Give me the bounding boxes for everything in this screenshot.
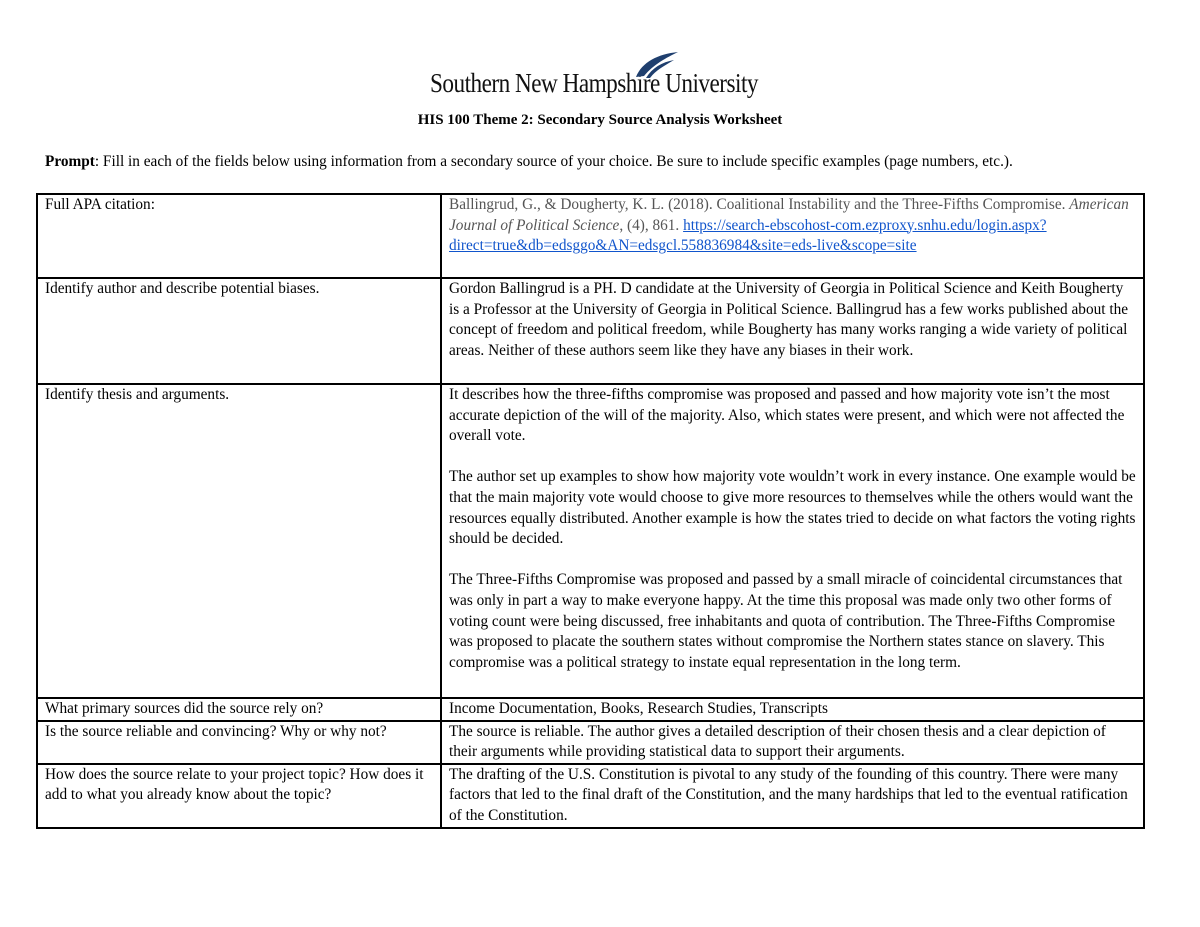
table-row	[37, 384, 1144, 698]
answer-cell: Income Documentation, Books, Research Studies, Transcripts	[441, 698, 1144, 721]
prompt-label: Prompt	[45, 153, 95, 170]
answer-cell: The source is reliable. The author gives a detailed description of their chosen thesis and a clear depiction of their arguments while providing statistical data to support their arguments.	[441, 721, 1144, 764]
answer-paragraph: The Three-Fifths Compromise was proposed and passed by a small miracle of coincidental circumstances that was only in part a way to make everyone happy. At the time this proposal was made only two other forms of voting count were being discussed, free inhabitants and quota of contribution. The Three-Fifths Compromise was proposed to placate the southern states without compromise the Northern states stance on slavery. This compromise was a political strategy to instate equal representation in the long term.	[449, 571, 1123, 671]
answer-paragraph: The author set up examples to show how majority vote wouldn’t work in every instance. One example would be that the main majority vote would choose to give more resources to themselves while the others would want the resources equally distributed. Another example is how the states tried to decide on what factors the voting rights should be decided.	[449, 468, 1136, 548]
table-row	[37, 721, 1144, 764]
prompt-body: : Fill in each of the fields below using information from a secondary source of your choice. Be sure to include specific examples (page numbers, etc.).	[94, 153, 1013, 170]
snhu-logo	[430, 50, 775, 106]
question-cell: How does the source relate to your project topic? How does it add to what you already know about the topic?	[37, 764, 441, 828]
question-cell: Identify thesis and arguments.	[37, 384, 441, 698]
worksheet-table	[36, 193, 1145, 829]
citation-authors: Ballingrud, G., & Dougherty, K. L. (2018). Coalitional Instability and the Three-Fifths Compromise.	[449, 196, 1070, 213]
question-cell: Full APA citation:	[37, 194, 441, 278]
logo-wordmark: Southern New Hampshire University	[430, 68, 758, 98]
citation-journal: American Journal of Political Science	[449, 196, 1129, 234]
question-cell: Identify author and describe potential biases.	[37, 278, 441, 384]
flame-icon	[632, 50, 682, 80]
answer-cell: The drafting of the U.S. Constitution is pivotal to any study of the founding of this country. There were many factors that led to the final draft of the Constitution, and the many hardships that led to the eventual ratification of the Constitution.	[441, 764, 1144, 828]
table-row	[37, 278, 1144, 384]
answer-cell	[441, 384, 1144, 698]
citation-issue: , (4), 861.	[619, 216, 684, 234]
table-row	[37, 764, 1144, 828]
table-row	[37, 194, 1144, 278]
question-cell: Is the source reliable and convincing? Why or why not?	[37, 721, 441, 764]
citation-link[interactable]: https://search-ebscohost-com.ezproxy.snhu.edu/login.aspx?direct=true&db=edsggo&AN=edsgcl.558836984&site=eds-live&scope=site	[449, 216, 1047, 255]
worksheet-title: HIS 100 Theme 2: Secondary Source Analysis Worksheet	[417, 112, 783, 128]
answer-cell	[441, 194, 1144, 278]
answer-cell: Gordon Ballingrud is a PH. D candidate at the University of Georgia in Political Science and Keith Bougherty is a Professor at the University of Georgia in Political Science. Ballingrud has a few works published about the concept of freedom and political freedom, while Bougherty has many works ranging a wide variety of political areas. Neither of these authors seem like they have any biases in their work.	[441, 278, 1144, 384]
table-row	[37, 698, 1144, 721]
question-cell: What primary sources did the source rely on?	[37, 698, 441, 721]
answer-paragraph: It describes how the three-fifths compromise was proposed and passed and how majority vote isn’t the most accurate depiction of the will of the majority. Also, which states were present, and which were not affected the overall vote.	[449, 386, 1125, 445]
prompt-text	[45, 152, 1145, 171]
